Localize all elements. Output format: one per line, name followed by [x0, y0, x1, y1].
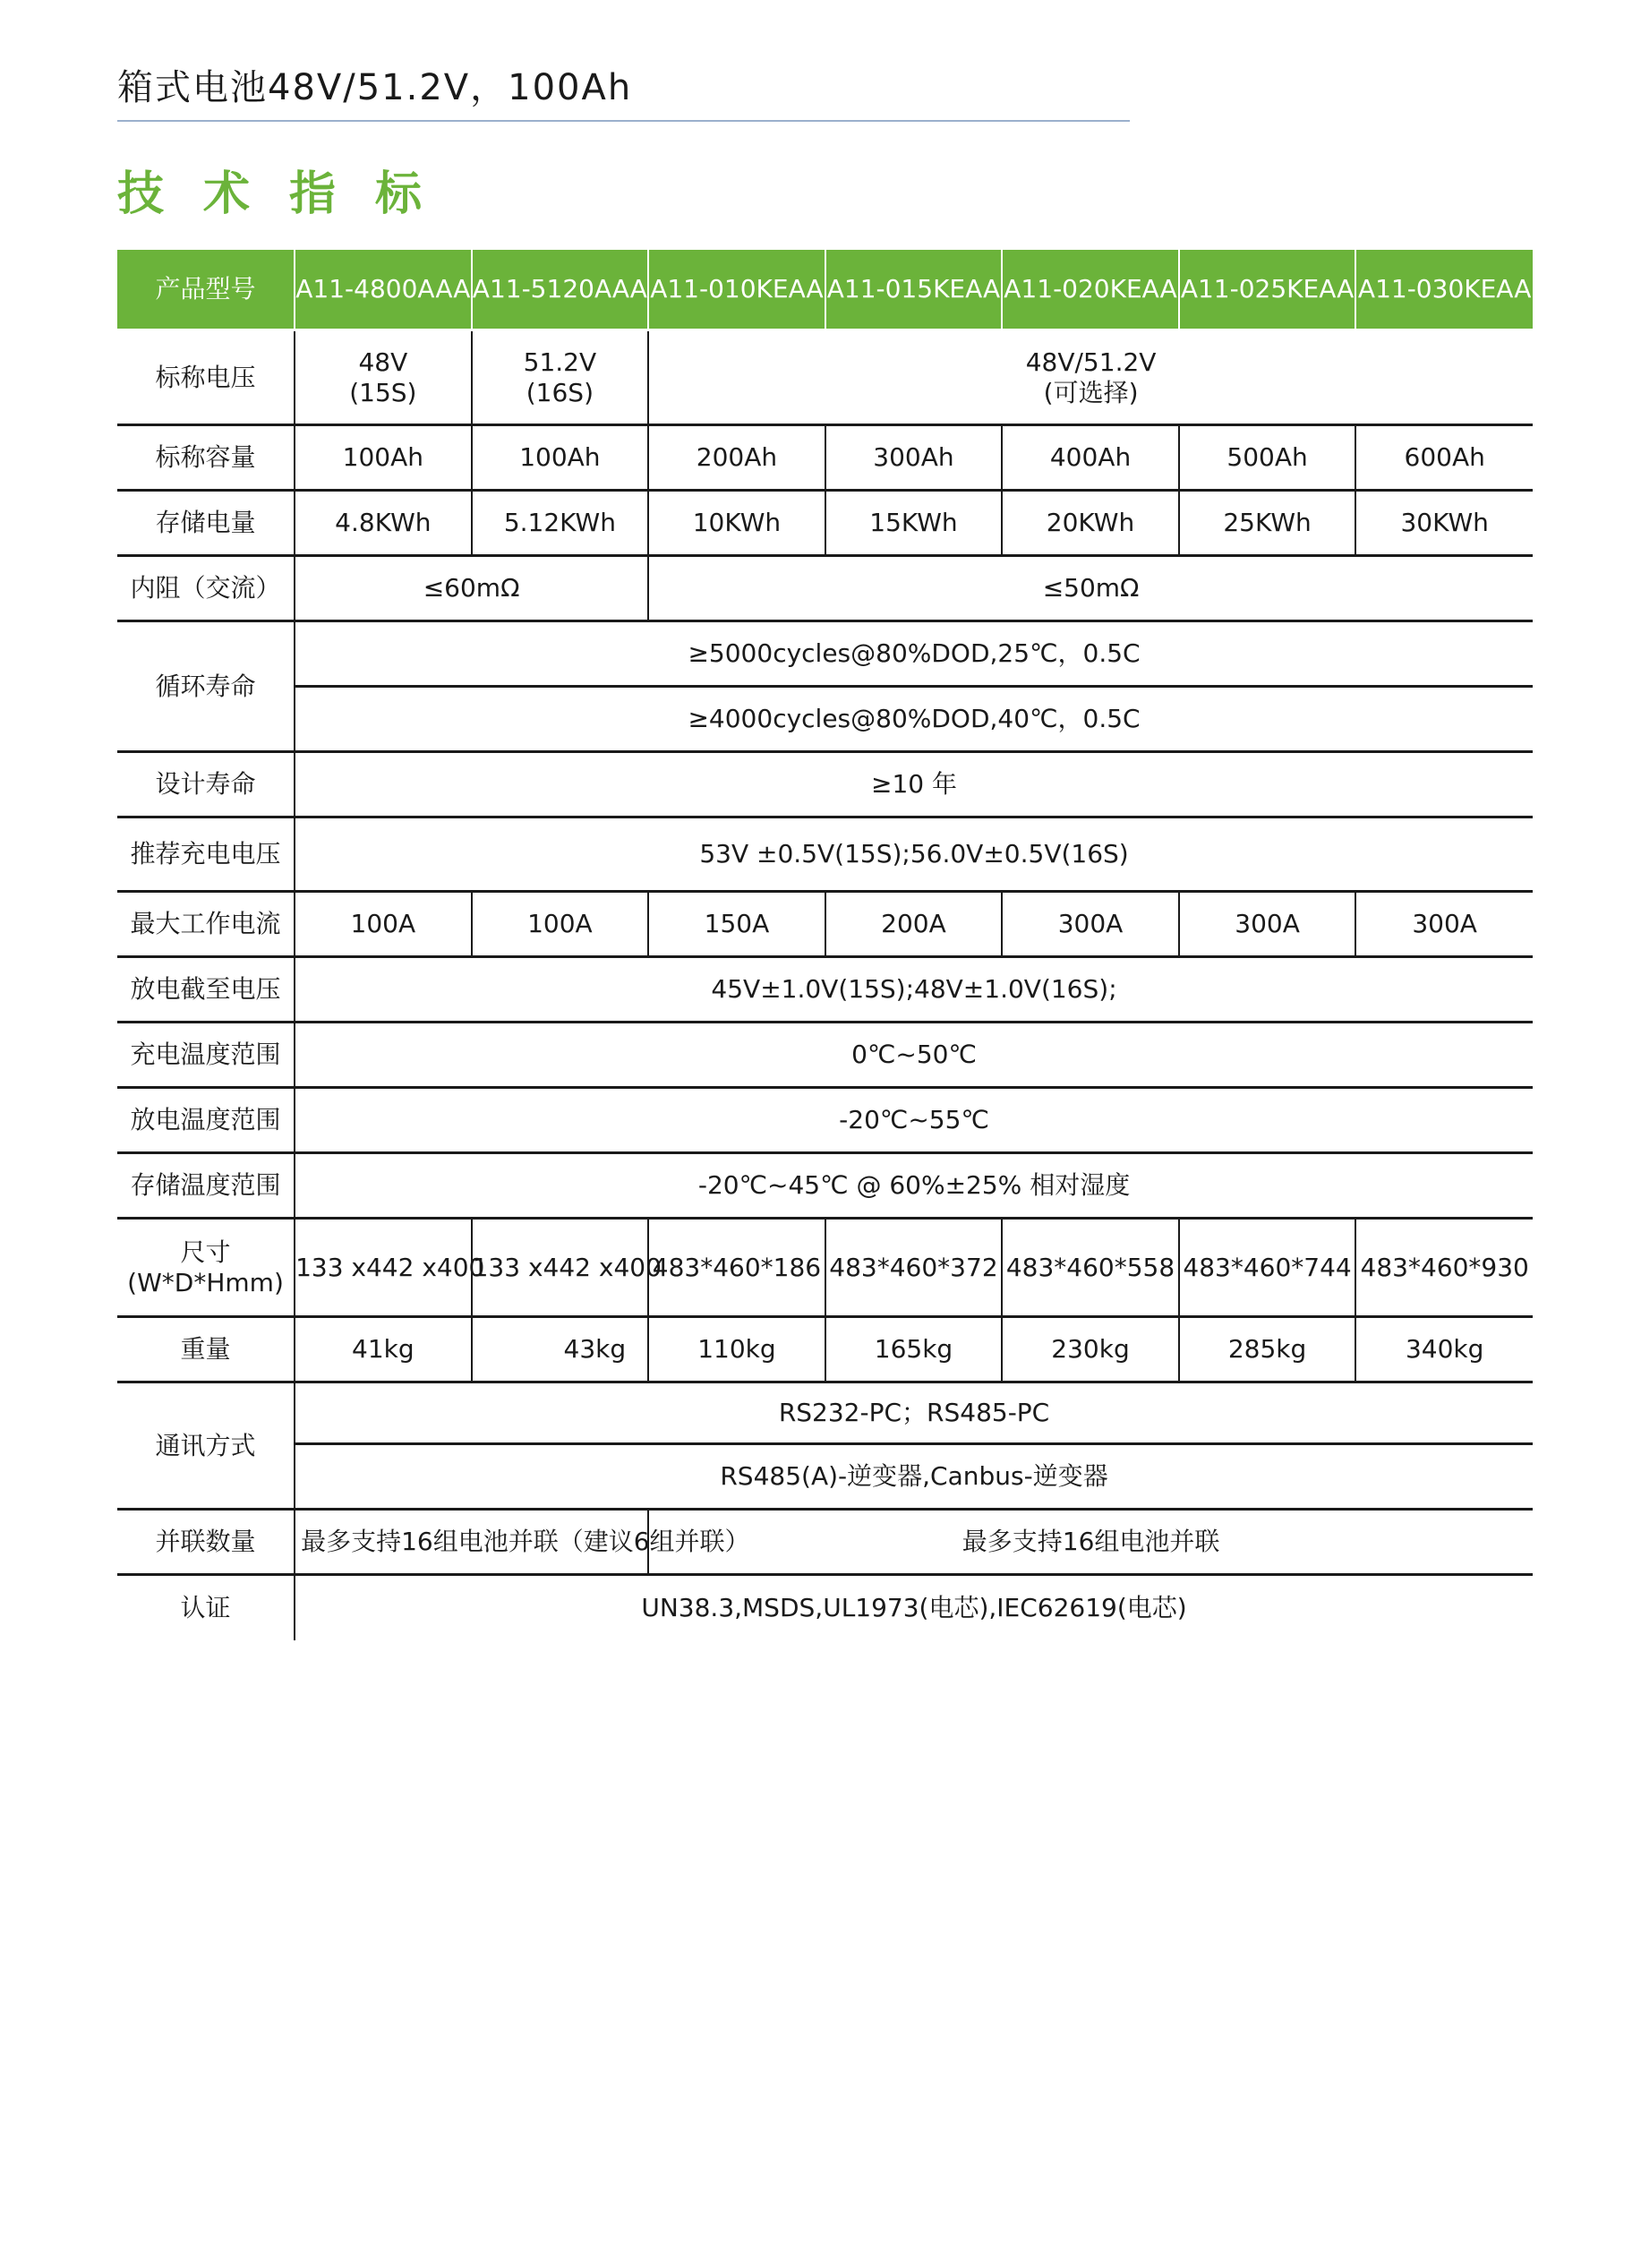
table-cell: 150A — [648, 892, 825, 957]
table-cell: 483*460*558 — [1002, 1219, 1179, 1317]
table-cell: 5.12KWh — [472, 491, 649, 556]
table-row-charge-voltage — [117, 817, 1533, 892]
table-cell: 4.8KWh — [295, 491, 472, 556]
table-cell: 30KWh — [1355, 491, 1533, 556]
table-cell: 200Ah — [648, 425, 825, 491]
table-cell: RS232-PC；RS485-PC — [295, 1382, 1533, 1444]
table-row-charge-temp — [117, 1023, 1533, 1088]
table-cell: 41kg — [295, 1317, 472, 1382]
section-title: 技术指标 — [117, 167, 462, 221]
row-label: 重量 — [117, 1317, 295, 1382]
table-cell: 100Ah — [295, 425, 472, 491]
table-row-communication-2 — [117, 1444, 1533, 1510]
table-cell: 133 x442 x400 — [295, 1219, 472, 1317]
table-row-communication — [117, 1382, 1533, 1444]
table-row-weight — [117, 1317, 1533, 1382]
table-row-internal-resistance — [117, 556, 1533, 621]
model-header: A11-4800AAA — [295, 250, 472, 330]
table-row-cycle-life — [117, 621, 1533, 687]
table-cell: 15KWh — [825, 491, 1003, 556]
row-label: 充电温度范围 — [117, 1023, 295, 1088]
model-header: A11-010KEAA — [648, 250, 825, 330]
table-cell: 300A — [1002, 892, 1179, 957]
table-cell: 300Ah — [825, 425, 1003, 491]
row-label: 存储温度范围 — [117, 1153, 295, 1219]
row-label: 通讯方式 — [117, 1382, 295, 1510]
table-cell: -20℃~45℃ @ 60%±25% 相对湿度 — [295, 1153, 1533, 1219]
table-row-parallel — [117, 1510, 1533, 1575]
table-cell: ≥4000cycles@80%DOD,40℃，0.5C — [295, 687, 1533, 752]
row-label: 循环寿命 — [117, 621, 295, 752]
table-cell: 最多支持16组电池并联（建议6组并联） — [295, 1510, 648, 1575]
model-header: A11-020KEAA — [1002, 250, 1179, 330]
header-label: 产品型号 — [117, 250, 295, 330]
table-row-dimensions — [117, 1219, 1533, 1317]
table-cell: ≤50mΩ — [648, 556, 1533, 621]
table-cell: 110kg — [648, 1317, 825, 1382]
table-cell: ≤60mΩ — [295, 556, 648, 621]
table-cell: 45V±1.0V(15S);48V±1.0V(16S); — [295, 957, 1533, 1023]
table-cell: 0℃~50℃ — [295, 1023, 1533, 1088]
table-cell: ≥5000cycles@80%DOD,25℃，0.5C — [295, 621, 1533, 687]
row-label: 标称电压 — [117, 330, 295, 425]
row-label: 存储电量 — [117, 491, 295, 556]
document-title: 箱式电池48V/51.2V，100Ah — [117, 67, 633, 108]
model-header: A11-030KEAA — [1355, 250, 1533, 330]
table-cell: 285kg — [1179, 1317, 1356, 1382]
spec-table — [117, 250, 1533, 1640]
table-cell: RS485(A)-逆变器,Canbus-逆变器 — [295, 1444, 1533, 1510]
table-cell: 400Ah — [1002, 425, 1179, 491]
row-label: 并联数量 — [117, 1510, 295, 1575]
table-row-stored-energy — [117, 491, 1533, 556]
row-label: 尺寸 (W*D*Hmm) — [117, 1219, 295, 1317]
table-cell: 100Ah — [472, 425, 649, 491]
table-cell: 133 x442 x400 — [472, 1219, 649, 1317]
table-row-certification — [117, 1575, 1533, 1640]
table-cell: 最多支持16组电池并联 — [648, 1510, 1533, 1575]
table-cell: ≥10 年 — [295, 752, 1533, 817]
table-cell: 48V (15S) — [295, 330, 472, 425]
row-label: 内阻（交流） — [117, 556, 295, 621]
row-label: 标称容量 — [117, 425, 295, 491]
table-row-nominal-capacity — [117, 425, 1533, 491]
table-cell: 25KWh — [1179, 491, 1356, 556]
table-row-nominal-voltage — [117, 330, 1533, 425]
table-cell: 300A — [1179, 892, 1356, 957]
table-cell: 100A — [295, 892, 472, 957]
row-label: 认证 — [180, 1592, 231, 1622]
table-cell: 340kg — [1355, 1317, 1533, 1382]
row-label: 设计寿命 — [117, 752, 295, 817]
table-cell: -20℃~55℃ — [295, 1088, 1533, 1153]
table-cell: 200A — [825, 892, 1003, 957]
table-row-max-current — [117, 892, 1533, 957]
table-cell: 100A — [472, 892, 649, 957]
row-label: 推荐充电电压 — [117, 817, 295, 892]
table-row-discharge-temp — [117, 1088, 1533, 1153]
table-row-storage-temp — [117, 1153, 1533, 1219]
model-header: A11-015KEAA — [825, 250, 1003, 330]
table-cell: 53V ±0.5V(15S);56.0V±0.5V(16S) — [295, 817, 1533, 892]
table-cell: 48V/51.2V (可选择) — [648, 330, 1533, 425]
row-label: 最大工作电流 — [117, 892, 295, 957]
table-cell: UN38.3,MSDS,UL1973(电芯),IEC62619(电芯) — [295, 1575, 1533, 1640]
table-row-cutoff-voltage — [117, 957, 1533, 1023]
table-cell: 500Ah — [1179, 425, 1356, 491]
table-row-cycle-life-2 — [117, 687, 1533, 752]
table-cell: 483*460*930 — [1355, 1219, 1533, 1317]
table-cell: 483*460*186 — [648, 1219, 825, 1317]
table-cell: 300A — [1355, 892, 1533, 957]
model-header: A11-025KEAA — [1179, 250, 1356, 330]
table-cell: 10KWh — [648, 491, 825, 556]
row-label: 放电温度范围 — [117, 1088, 295, 1153]
title-underline — [117, 120, 1130, 122]
table-cell: 483*460*372 — [825, 1219, 1003, 1317]
table-cell: 51.2V (16S) — [472, 330, 649, 425]
row-label: 放电截至电压 — [117, 957, 295, 1023]
table-header-row — [117, 250, 1533, 330]
table-cell: 20KWh — [1002, 491, 1179, 556]
table-cell: 483*460*744 — [1179, 1219, 1356, 1317]
table-cell: 230kg — [1002, 1317, 1179, 1382]
table-cell: 165kg — [825, 1317, 1003, 1382]
table-cell: 600Ah — [1355, 425, 1533, 491]
model-header: A11-5120AAA — [472, 250, 649, 330]
table-cell: 43kg — [472, 1317, 649, 1382]
table-row-design-life — [117, 752, 1533, 817]
